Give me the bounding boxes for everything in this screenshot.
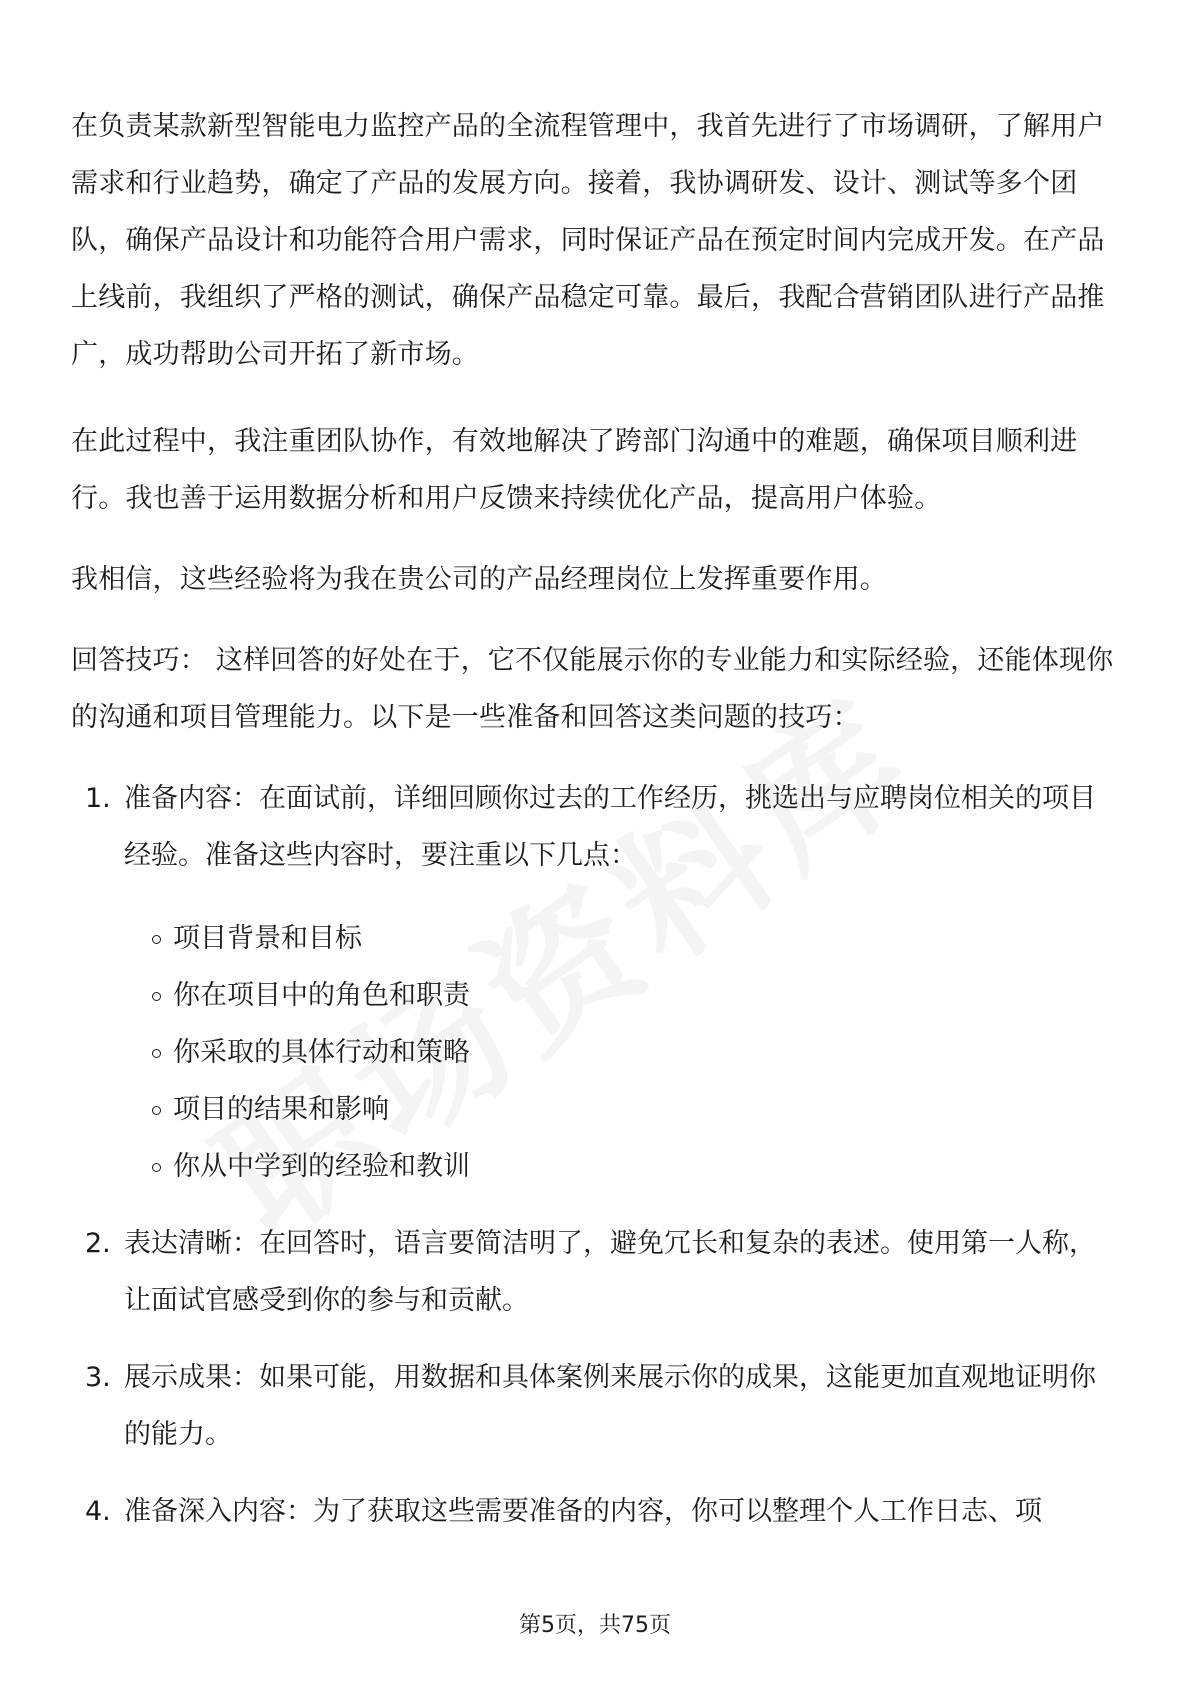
bullet-circle-icon [152, 935, 161, 944]
paragraph-process: 在此过程中，我注重团队协作，有效地解决了跨部门沟通中的难题，确保项目顺利进行。我也善于运用数据分析和用户反馈来持续优化产品，提高用户体验。 [71, 426, 1078, 514]
bullet-circle-icon [152, 1106, 161, 1115]
sub-list-item [124, 1024, 1121, 1081]
sub-list-item-text: 项目的结果和影响 [173, 1094, 389, 1125]
list-number: 4. [85, 1496, 111, 1527]
list-number: 1. [85, 783, 111, 814]
spacer [71, 1195, 1121, 1215]
sub-list-item [124, 1138, 1121, 1195]
list-number: 2. [85, 1228, 111, 1259]
sub-list-item-text: 你在项目中的角色和职责 [173, 980, 470, 1011]
sub-list-item [124, 1081, 1121, 1138]
list-item [71, 770, 1121, 1195]
sub-list-item-text: 你从中学到的经验和教训 [173, 1151, 470, 1182]
bullet-circle-icon [152, 992, 161, 1001]
list-item-text: 准备内容：在面试前，详细回顾你过去的工作经历，挑选出与应聘岗位相关的项目经验。准备这些内容时，要注重以下几点： [124, 783, 1096, 871]
list-item-text: 准备深入内容：为了获取这些需要准备的内容，你可以整理个人工作日志、项 [124, 1496, 1042, 1527]
paragraph-belief: 我相信，这些经验将为我在贵公司的产品经理岗位上发挥重要作用。 [71, 564, 887, 595]
document-body [71, 98, 1121, 1540]
list-item [71, 1483, 1121, 1540]
paragraph-tips: 回答技巧： 这样回答的好处在于，它不仅能展示你的专业能力和实际经验，还能体现你的沟通和项目管理能力。以下是一些准备和回答这类问题的技巧： [71, 645, 1114, 733]
bullet-circle-icon [152, 1163, 161, 1172]
spacer [71, 1463, 1121, 1483]
spacer [71, 1329, 1121, 1349]
list-item-text: 展示成果：如果可能，用数据和具体案例来展示你的成果，这能更加直观地证明你的能力。 [124, 1362, 1096, 1450]
list-item-text: 表达清晰：在回答时，语言要简洁明了，避免冗长和复杂的表述。使用第一人称，让面试官感受到你的参与和贡献。 [124, 1228, 1096, 1316]
tips-list [71, 770, 1121, 1540]
bullet-circle-icon [152, 1049, 161, 1058]
sub-list-item-text: 你采取的具体行动和策略 [173, 1037, 470, 1068]
list-item [71, 1215, 1121, 1329]
sub-list [124, 910, 1121, 1195]
list-number: 3. [85, 1362, 111, 1393]
paragraph-experience: 在负责某款新型智能电力监控产品的全流程管理中，我首先进行了市场调研，了解用户需求和行业趋势，确定了产品的发展方向。接着，我协调研发、设计、测试等多个团队，确保产品设计和功能符合用户需求，同时保证产品在预定时间内完成开发。在产品上线前，我组织了严格的测试，确保产品稳定可靠。最后，我配合营销团队进行产品推广，成功帮助公司开拓了新市场。 [71, 111, 1105, 370]
sub-list-item-text: 项目背景和目标 [173, 923, 362, 954]
sub-list-item [124, 910, 1121, 967]
list-item [71, 1349, 1121, 1463]
sub-list-item [124, 967, 1121, 1024]
page-number: 第5页，共75页 [519, 1613, 671, 1638]
